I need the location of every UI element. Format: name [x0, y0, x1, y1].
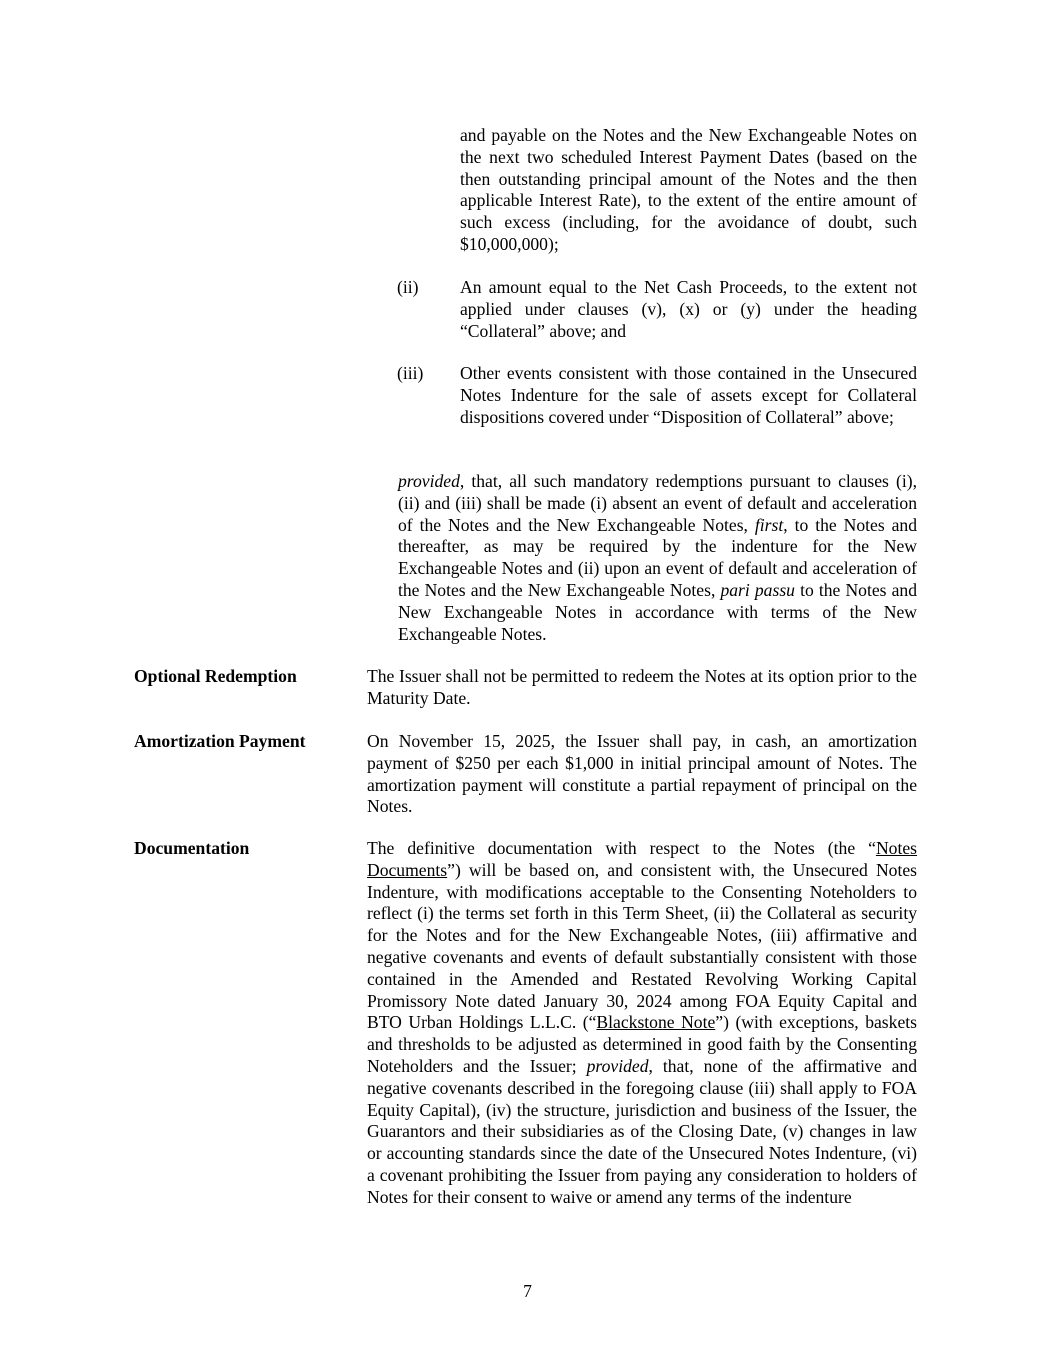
proviso-provided: provided	[398, 471, 460, 491]
clause-ii	[460, 277, 917, 342]
proviso-pari-passu: pari passu	[720, 579, 795, 600]
clause-iii-text: Other events consistent with those contained in the Unsecured Notes Indenture for the sale of assets except for Collateral dispositions covered under “Disposition of Collateral” above;	[460, 363, 917, 427]
proviso-part2: , to the Notes and thereafter, as may be required by the indenture for the New Exchangeable Notes and (ii) upon an event of default and acceleration of the Notes and the New Exchangeable Notes,	[398, 514, 918, 600]
clause-iii-marker: (iii)	[397, 363, 424, 383]
continuation-paragraph	[460, 125, 917, 256]
proviso-paragraph	[398, 471, 917, 645]
documentation-part3: ”) (with exceptions, baskets and thresholds to be adjusted as determined in good faith by the Consenting Noteholders and the Issuer;	[367, 1012, 917, 1076]
documentation-part4: , that, none of the affirmative and negative covenants described in the foregoing clause (iii) shall apply to FOA Equity Capital), (iv) the structure, jurisdiction and business of the Issuer, the Guarantors and their subsidiaries as of the Closing Date, (v) changes in law or accounting standards since the date of the Unsecured Notes Indenture, (vi) a covenant prohibiting the Issuer from paying any consideration to holders of Notes for their consent to waive or amend any terms of the indenture	[367, 1055, 918, 1207]
documentation-body	[367, 838, 917, 1209]
amortization-payment-body	[367, 731, 917, 818]
proviso-first: first	[754, 514, 784, 535]
documentation-part1: The definitive documentation with respect to the Notes (the “	[367, 838, 876, 858]
proviso-part3: to the Notes and New Exchangeable Notes in accordance with terms of the New Exchangeable Notes.	[398, 579, 917, 644]
page-number: 7	[523, 1281, 532, 1301]
proviso-part1: , that, all such mandatory redemptions pursuant to clauses (i), (ii) and (iii) shall be made (i) absent an event of default and acceleration of the Notes and the New Exchangeable Notes,	[398, 471, 917, 535]
optional-redemption-label: Optional Redemption	[134, 666, 297, 686]
clause-ii-marker: (ii)	[397, 277, 419, 297]
defined-term-notes-documents: Notes Documents	[367, 838, 917, 880]
continuation-text: and payable on the Notes and the New Exchangeable Notes on the next two scheduled Interest Payment Dates (based on the then outstanding principal amount of the Notes and the then applicable Interest Rate), to the extent of the entire amount of such excess (including, for the avoidance of doubt, such $10,000,000);	[460, 125, 917, 254]
documentation-label: Documentation	[134, 838, 250, 858]
defined-term-blackstone-note: Blackstone Note	[596, 1012, 716, 1033]
clause-iii	[460, 363, 917, 428]
optional-redemption-body	[367, 666, 917, 710]
clause-ii-text: An amount equal to the Net Cash Proceeds, to the extent not applied under clauses (v), (x) or (y) under the heading “Collateral” above; and	[460, 277, 917, 341]
documentation-provided: provided	[586, 1055, 649, 1076]
amortization-payment-text: On November 15, 2025, the Issuer shall pay, in cash, an amortization payment of $250 per each $1,000 in initial principal amount of Notes. The amortization payment will constitute a partial repayment of principal on the Notes.	[367, 731, 917, 817]
amortization-payment-label: Amortization Payment	[134, 731, 306, 751]
optional-redemption-text: The Issuer shall not be permitted to redeem the Notes at its option prior to the Maturity Date.	[367, 666, 917, 708]
documentation-part2: ”) will be based on, and consistent with, the Unsecured Notes Indenture, with modifications acceptable to the Consenting Noteholders to reflect (i) the terms set forth in this Term Sheet, (ii) the Collateral as security for the Notes and for the New Exchangeable Notes, (iii) affirmative and negative covenants and events of default substantially consistent with those contained in the Amended and Restated Revolving Working Capital Promissory Note dated January 30, 2024 among FOA Equity Capital and BTO Urban Holdings L.L.C. (“	[367, 859, 917, 1033]
